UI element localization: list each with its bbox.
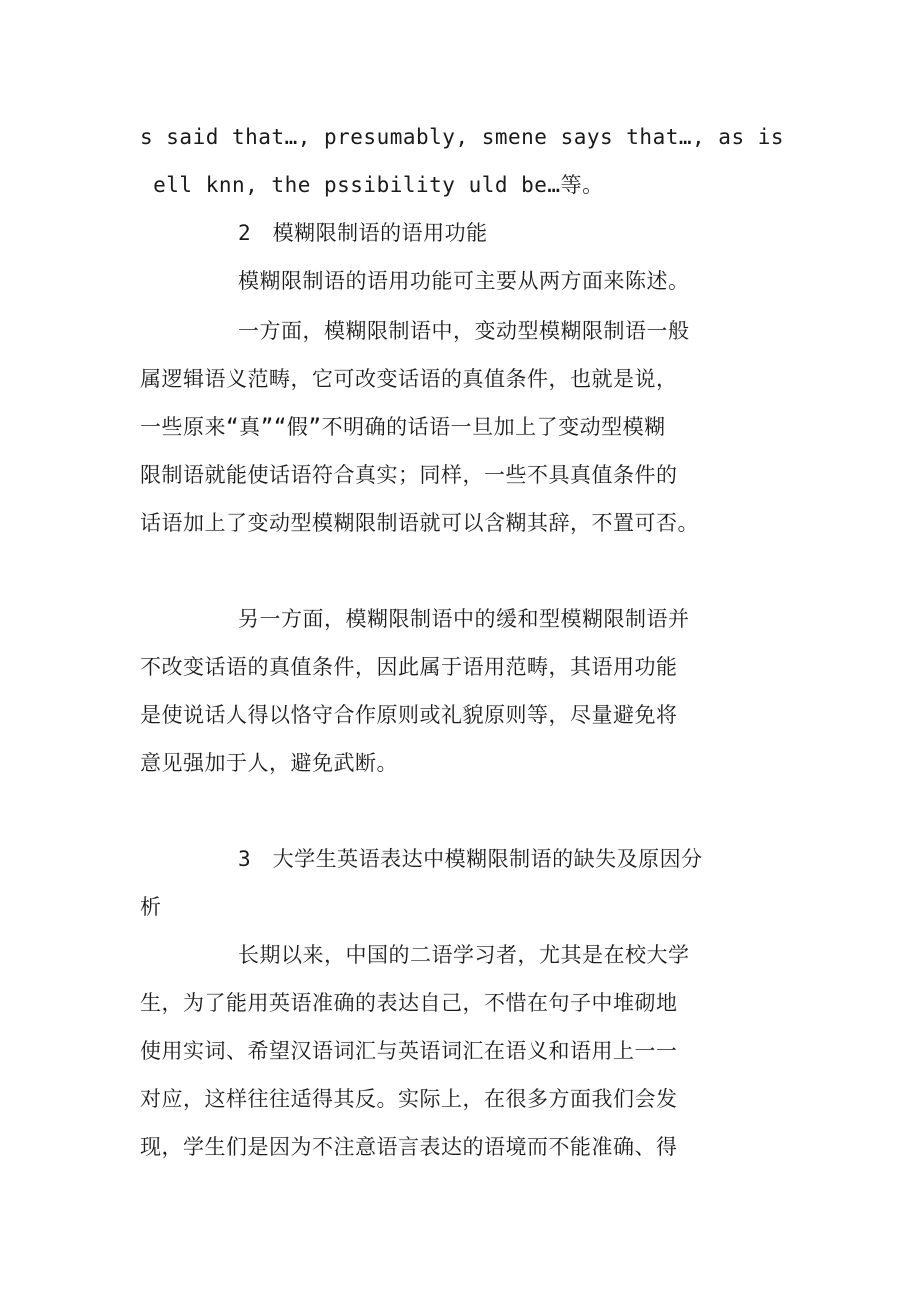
continuation-line-2: ell knn, the pssibility uld be…等。 (140, 173, 604, 197)
section-3-heading-line-1: 3 大学生英语表达中模糊限制语的缺失及原因分 (238, 847, 703, 871)
section-3-para1-line-4: 对应，这样往往适得其反。实际上，在很多方面我们会发 (140, 1087, 678, 1111)
section-3-para1-line-5: 现，学生们是因为不注意语言表达的语境而不能准确、得 (140, 1135, 678, 1159)
section-3-para1-line-1: 长期以来，中国的二语学习者，尤其是在校大学 (238, 943, 690, 967)
section-2-para1-line-3: 一些原来“真”“假”不明确的话语一旦加上了变动型模糊 (140, 415, 666, 439)
continuation-line-1: s said that…, presumably, smene says that…, as is (140, 125, 785, 149)
section-3-para1-line-2: 生，为了能用英语准确的表达自己，不惜在句子中堆砌地 (140, 991, 678, 1015)
section-3-heading-line-2: 析 (140, 895, 162, 919)
section-2-heading: 2 模糊限制语的语用功能 (238, 221, 488, 245)
section-2-para2-line-4: 意见强加于人，避免武断。 (140, 751, 398, 775)
section-2-para2-line-1: 另一方面，模糊限制语中的缓和型模糊限制语并 (238, 607, 690, 631)
section-2-para2-line-3: 是使说话人得以恪守合作原则或礼貌原则等，尽量避免将 (140, 703, 678, 727)
section-2-para1-line-2: 属逻辑语义范畴，它可改变话语的真值条件，也就是说， (140, 367, 678, 391)
section-3-para1-line-3: 使用实词、希望汉语词汇与英语词汇在语义和语用上一一 (140, 1039, 678, 1063)
section-2-para1-line-4: 限制语就能使话语符合真实；同样，一些不具真值条件的 (140, 463, 678, 487)
section-2-para2-line-2: 不改变话语的真值条件，因此属于语用范畴，其语用功能 (140, 655, 678, 679)
section-2-para1-line-5: 话语加上了变动型模糊限制语就可以含糊其辞，不置可否。 (140, 511, 699, 535)
section-2-para1-line-1: 一方面，模糊限制语中，变动型模糊限制语一般 (238, 319, 690, 343)
section-2-intro: 模糊限制语的语用功能可主要从两方面来陈述。 (238, 269, 690, 293)
